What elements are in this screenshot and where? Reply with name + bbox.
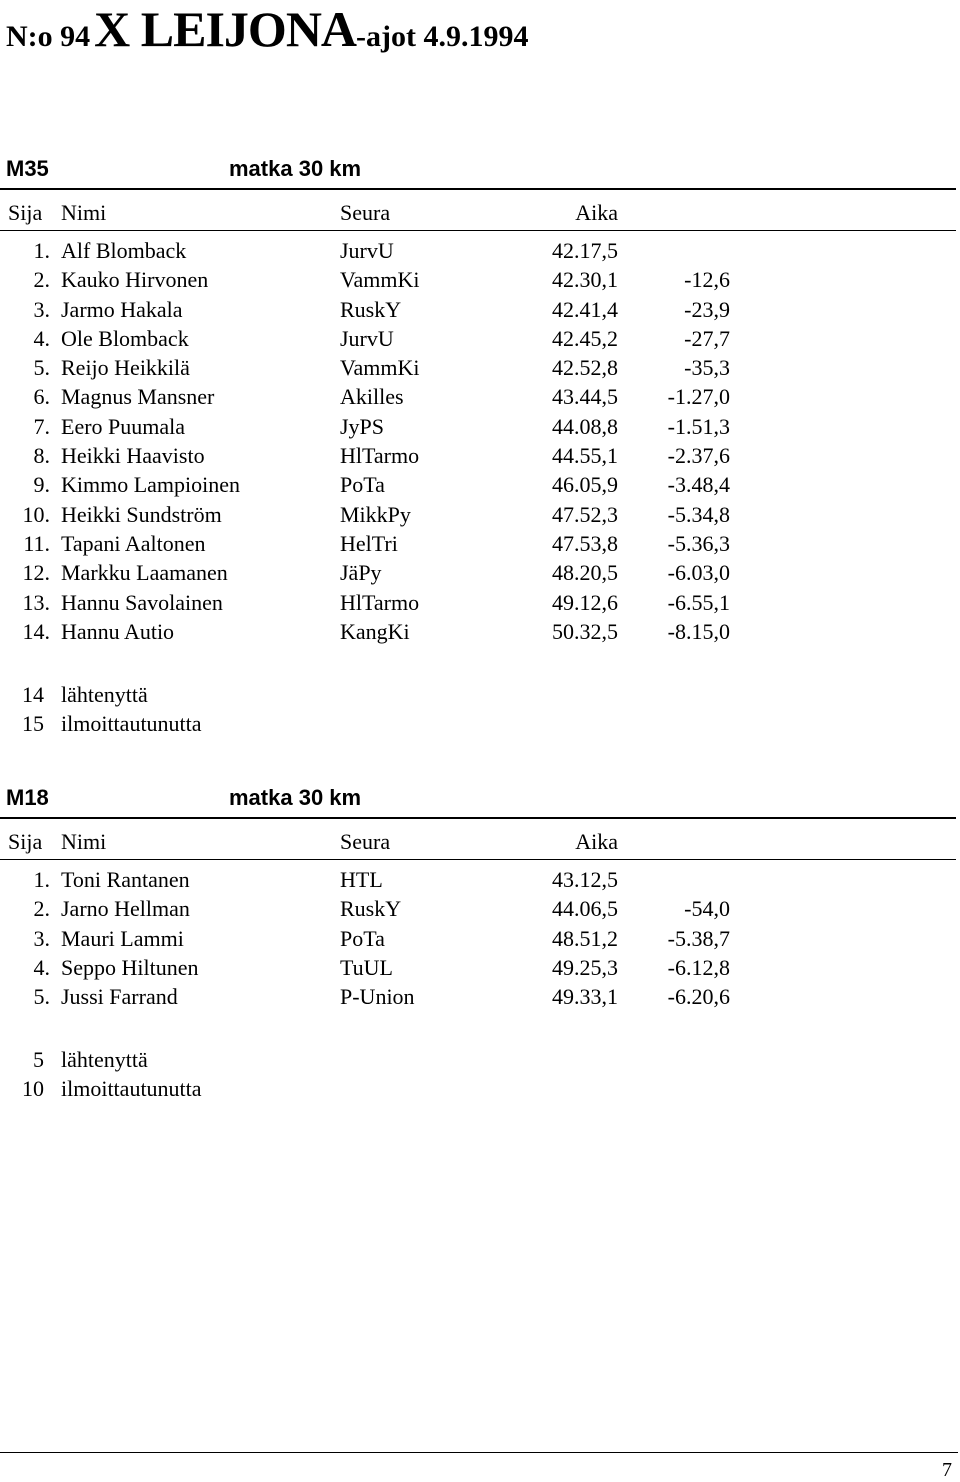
result-time: 42.17,5 (552, 238, 618, 263)
result-time: 43.12,5 (552, 867, 618, 892)
result-name: Jarno Hellman (61, 896, 190, 922)
table-row (0, 472, 956, 501)
table-row (0, 896, 956, 925)
result-name: Hannu Savolainen (61, 589, 223, 615)
table-row (0, 955, 956, 984)
result-name: Markku Laamanen (61, 560, 228, 586)
result-time: 42.41,4 (552, 296, 618, 322)
table-row (0, 384, 956, 413)
column-header-position: Sija (8, 200, 43, 225)
result-club: MikkPy (340, 501, 411, 527)
result-time: 43.44,5 (552, 384, 618, 410)
column-header-position: Sija (8, 829, 43, 854)
result-club: TuUL (340, 954, 393, 980)
result-diff: -6.20,6 (667, 984, 730, 1010)
table-row (0, 984, 956, 1013)
result-position: 3. (33, 925, 50, 951)
result-club: HlTarmo (340, 589, 420, 615)
result-position: 13. (22, 589, 50, 615)
table-row (0, 238, 956, 267)
result-position: 12. (22, 560, 50, 586)
table-row (0, 414, 956, 443)
table-row (0, 619, 956, 648)
result-time: 49.25,3 (552, 954, 618, 980)
column-header-name: Nimi (61, 829, 107, 854)
result-name: Tapani Aaltonen (61, 530, 206, 556)
result-position: 4. (33, 954, 50, 980)
summary-label: ilmoittautunutta (61, 711, 202, 737)
result-name: Kimmo Lampioinen (61, 472, 241, 498)
result-club: RuskY (340, 296, 402, 322)
result-diff: -12,6 (684, 267, 730, 293)
summary-line (0, 1047, 600, 1076)
result-diff: -8.15,0 (667, 618, 730, 644)
event-name: X LEIJONA (94, 1, 357, 57)
result-diff: -35,3 (684, 355, 730, 381)
result-name: Heikki Sundström (61, 501, 222, 527)
result-time: 50.32,5 (552, 618, 618, 644)
result-club: HelTri (340, 530, 398, 556)
class-label: M35 (6, 156, 49, 181)
distance-label: matka 30 km (229, 156, 362, 181)
result-club: P-Union (340, 984, 415, 1010)
result-time: 47.52,3 (552, 501, 618, 527)
result-time: 49.12,6 (552, 589, 618, 615)
result-club: JyPS (340, 413, 385, 439)
result-club: JäPy (340, 560, 382, 586)
summary-label: ilmoittautunutta (61, 1076, 202, 1102)
summary-line (0, 711, 600, 740)
result-position: 7. (33, 413, 50, 439)
result-name: Magnus Mansner (61, 384, 215, 410)
column-header-name: Nimi (61, 200, 107, 225)
page-number: 7 (942, 1459, 952, 1481)
result-diff: -6.55,1 (667, 589, 730, 615)
results-table (0, 238, 956, 648)
result-club: JurvU (340, 325, 394, 351)
section-header (0, 781, 956, 819)
result-diff: -2.37,6 (667, 443, 730, 469)
result-club: HTL (340, 867, 383, 892)
result-position: 5. (33, 984, 50, 1010)
table-row (0, 926, 956, 955)
issue-number: N:o 94 (6, 20, 91, 53)
result-diff: -23,9 (684, 296, 730, 322)
result-club: Akilles (340, 384, 404, 410)
result-diff: -5.34,8 (667, 501, 730, 527)
table-row (0, 267, 956, 296)
table-row (0, 867, 956, 896)
summary-count: 5 (33, 1047, 44, 1072)
table-row (0, 531, 956, 560)
result-diff: -1.51,3 (667, 413, 730, 439)
result-time: 46.05,9 (552, 472, 618, 498)
result-name: Jussi Farrand (61, 984, 178, 1010)
result-time: 48.51,2 (552, 925, 618, 951)
result-position: 2. (33, 267, 50, 293)
result-name: Toni Rantanen (61, 867, 190, 892)
result-name: Reijo Heikkilä (61, 355, 190, 381)
summary-line (0, 682, 600, 711)
result-diff: -6.03,0 (667, 560, 730, 586)
result-position: 14. (22, 618, 50, 644)
result-name: Alf Blomback (61, 238, 187, 263)
result-club: VammKi (340, 267, 420, 293)
result-position: 9. (33, 472, 50, 498)
result-club: KangKi (340, 618, 410, 644)
result-diff: -54,0 (684, 896, 730, 922)
result-name: Seppo Hiltunen (61, 954, 199, 980)
summary-count: 15 (22, 711, 44, 737)
result-time: 42.45,2 (552, 325, 618, 351)
result-name: Heikki Haavisto (61, 443, 205, 469)
result-diff: -1.27,0 (667, 384, 730, 410)
column-header-time: Aika (575, 829, 618, 854)
table-row (0, 326, 956, 355)
result-club: VammKi (340, 355, 420, 381)
result-position: 1. (33, 867, 50, 892)
summary-label: lähtenyttä (61, 1047, 148, 1072)
column-header-time: Aika (575, 200, 618, 225)
result-time: 44.55,1 (552, 443, 618, 469)
result-time: 47.53,8 (552, 530, 618, 556)
result-position: 10. (22, 501, 50, 527)
result-position: 11. (23, 530, 50, 556)
column-headers (0, 196, 956, 231)
result-diff: -5.38,7 (667, 925, 730, 951)
table-row (0, 560, 956, 589)
result-position: 6. (33, 384, 50, 410)
result-time: 44.08,8 (552, 413, 618, 439)
result-name: Jarmo Hakala (61, 296, 183, 322)
table-row (0, 297, 956, 326)
result-club: PoTa (340, 925, 385, 951)
class-label: M18 (6, 785, 49, 810)
result-position: 5. (33, 355, 50, 381)
table-row (0, 443, 956, 472)
section-header (0, 152, 956, 190)
result-diff: -3.48,4 (667, 472, 730, 498)
result-club: RuskY (340, 896, 402, 922)
result-position: 3. (33, 296, 50, 322)
result-diff: -6.12,8 (667, 954, 730, 980)
result-diff: -27,7 (684, 325, 730, 351)
table-row (0, 355, 956, 384)
result-club: HlTarmo (340, 443, 420, 469)
result-club: PoTa (340, 472, 385, 498)
result-position: 1. (33, 238, 50, 263)
results-table (0, 867, 956, 1013)
summary-label: lähtenyttä (61, 682, 148, 707)
column-header-club: Seura (340, 829, 391, 854)
result-name: Ole Blomback (61, 325, 189, 351)
result-time: 49.33,1 (552, 984, 618, 1010)
event-suffix: -ajot 4.9.1994 (356, 20, 529, 53)
result-position: 8. (33, 443, 50, 469)
result-diff: -5.36,3 (667, 530, 730, 556)
entry-summary (0, 682, 600, 741)
table-row (0, 590, 956, 619)
result-club: JurvU (340, 238, 394, 263)
result-name: Kauko Hirvonen (61, 267, 209, 293)
distance-label: matka 30 km (229, 785, 362, 810)
summary-count: 14 (22, 682, 44, 707)
column-header-club: Seura (340, 200, 391, 225)
result-time: 42.52,8 (552, 355, 618, 381)
result-position: 2. (33, 896, 50, 922)
result-time: 48.20,5 (552, 560, 618, 586)
summary-count: 10 (22, 1076, 44, 1102)
result-name: Eero Puumala (61, 413, 186, 439)
summary-line (0, 1076, 600, 1105)
entry-summary (0, 1047, 600, 1106)
table-row (0, 502, 956, 531)
footer-divider (0, 1452, 958, 1453)
result-time: 44.06,5 (552, 896, 618, 922)
result-position: 4. (33, 325, 50, 351)
column-headers (0, 825, 956, 860)
result-name: Hannu Autio (61, 618, 175, 644)
result-time: 42.30,1 (552, 267, 618, 293)
page-title (6, 0, 529, 57)
result-name: Mauri Lammi (61, 925, 184, 951)
